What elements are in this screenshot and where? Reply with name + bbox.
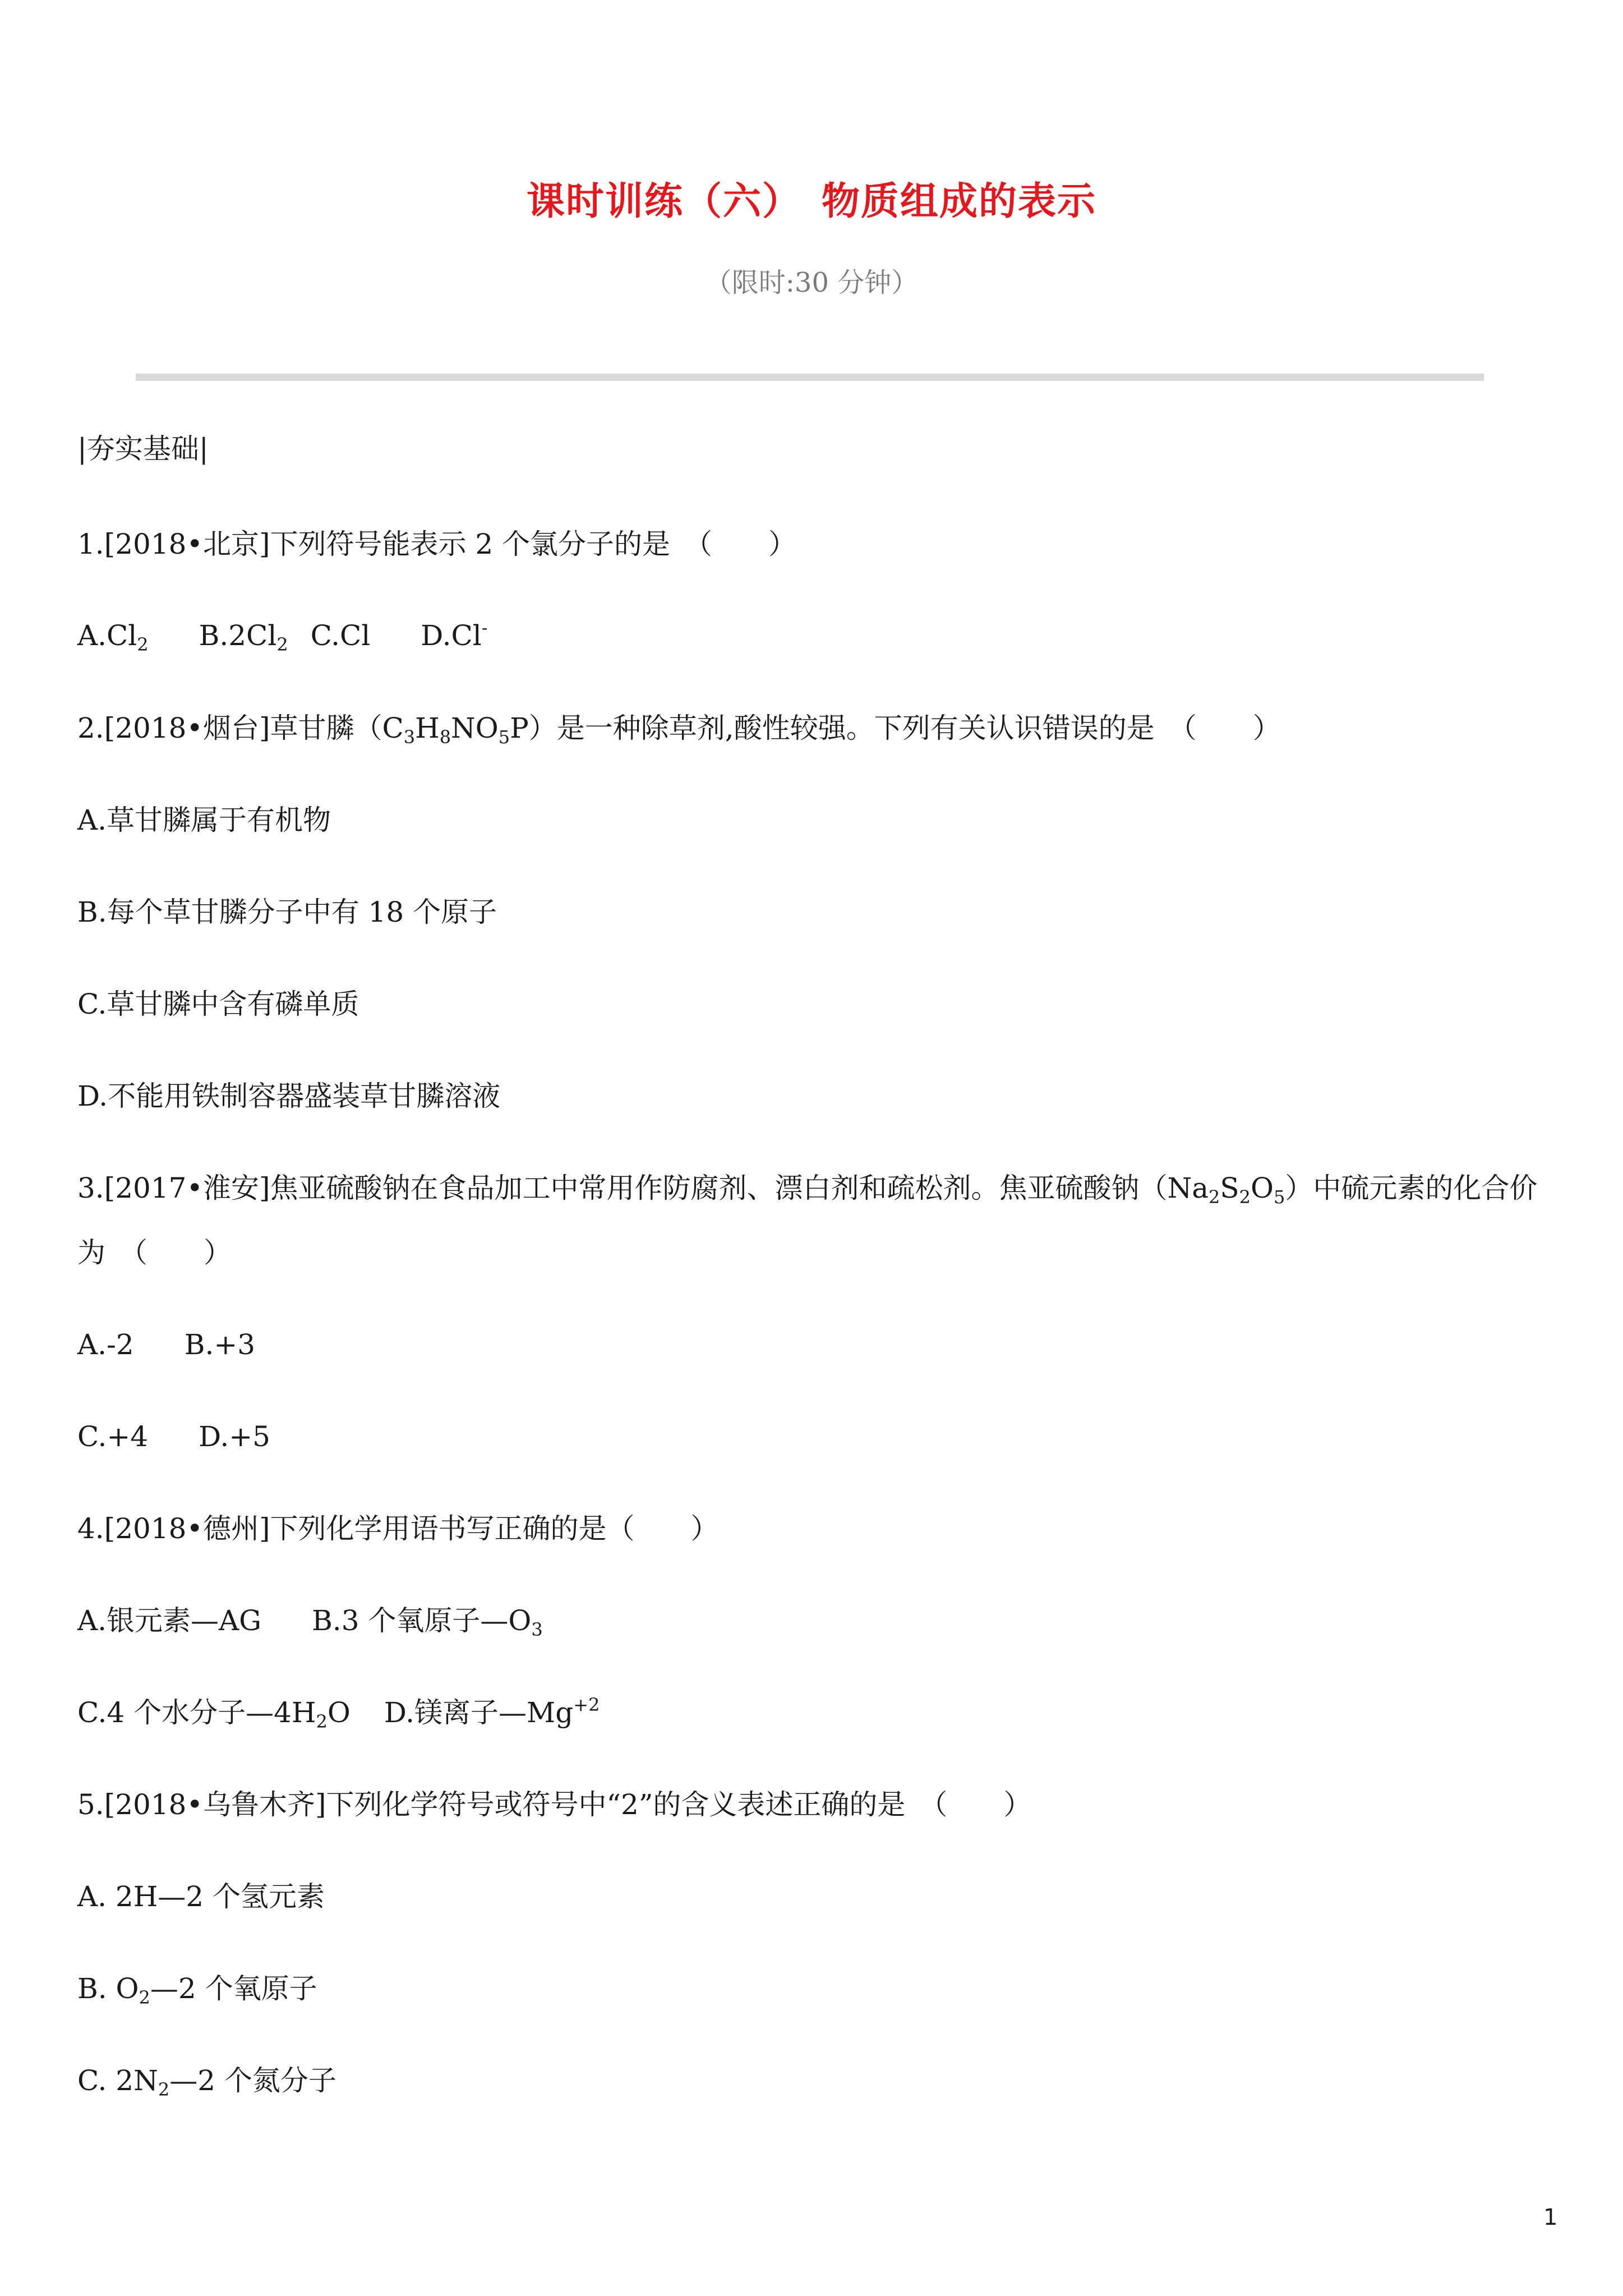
question-2-stem: 2.[2018•烟台]草甘膦$(C_3H_8NO_5P)$是一种除草剂,酸性较强。下列有关认识错误的是 （ ） [77,712,1281,748]
option-d: D.镁离子$—Mg^{+2}$ [384,1694,600,1729]
option-c: C.4 个水分子$—4H_2O$ [77,1696,351,1732]
question-4-options-ab [77,1604,543,1640]
option-a: A.-2 [77,1328,134,1361]
question-3-stem: 3.[2017•淮安]焦亚硫酸钠在食品加工中常用作防腐剂、漂白剂和疏松剂。焦亚硫酸钠$(Na_2S_2O_5)$中硫元素的化合价 [77,1172,1538,1208]
option-a: $A.Cl_2$ [77,619,149,655]
page-title: 课时训练（六） 物质组成的表示 [526,179,1096,224]
option-b: B.3 个氧原子$—O_3$ [312,1604,543,1640]
question-1-stem: 1.[2018•北京]下列符号能表示 2 个氯分子的是 （ ） [77,528,797,560]
question-5-option-a: A. 2H—2 个氢元素 [77,1880,325,1913]
time-limit: （限时:30 分钟） [704,267,919,298]
question-3-options-ab [77,1328,255,1361]
page-number: 1 [1543,2205,1558,2230]
question-3-stem-line2: 为 （ ） [77,1236,232,1269]
question-2-option-a: A.草甘膦属于有机物 [77,804,331,836]
question-5-option-c: C. $2N_2—2$ 个氮分子 [77,2064,336,2100]
question-5-option-b: B. $O_2—2$ 个氧原子 [77,1972,317,2008]
question-2-option-b: B.每个草甘膦分子中有 18 个原子 [77,896,497,928]
question-5-stem: 5.[2018•乌鲁木齐]下列化学符号或符号中“2”的含义表述正确的是 （ ） [77,1788,1032,1821]
question-2-option-c: C.草甘膦中含有磷单质 [77,988,359,1020]
question-3-options-cd [77,1420,270,1453]
question-1-options [77,617,488,655]
question-4-stem: 4.[2018•德州]下列化学用语书写正确的是（ ） [77,1512,719,1545]
option-c: C.Cl [310,619,371,652]
option-a: A.银元素—AG [77,1604,262,1637]
section-heading: |夯实基础| [77,432,209,465]
option-d: D.+5 [199,1420,270,1453]
option-b: $B.2Cl_2$ [199,619,288,655]
option-d: D.Cl- [421,617,488,652]
option-c: C.+4 [77,1420,149,1453]
question-4-options-cd [77,1694,600,1732]
divider [136,374,1484,381]
option-b: B.+3 [184,1328,256,1361]
question-2-option-d: D.不能用铁制容器盛装草甘膦溶液 [77,1080,501,1112]
